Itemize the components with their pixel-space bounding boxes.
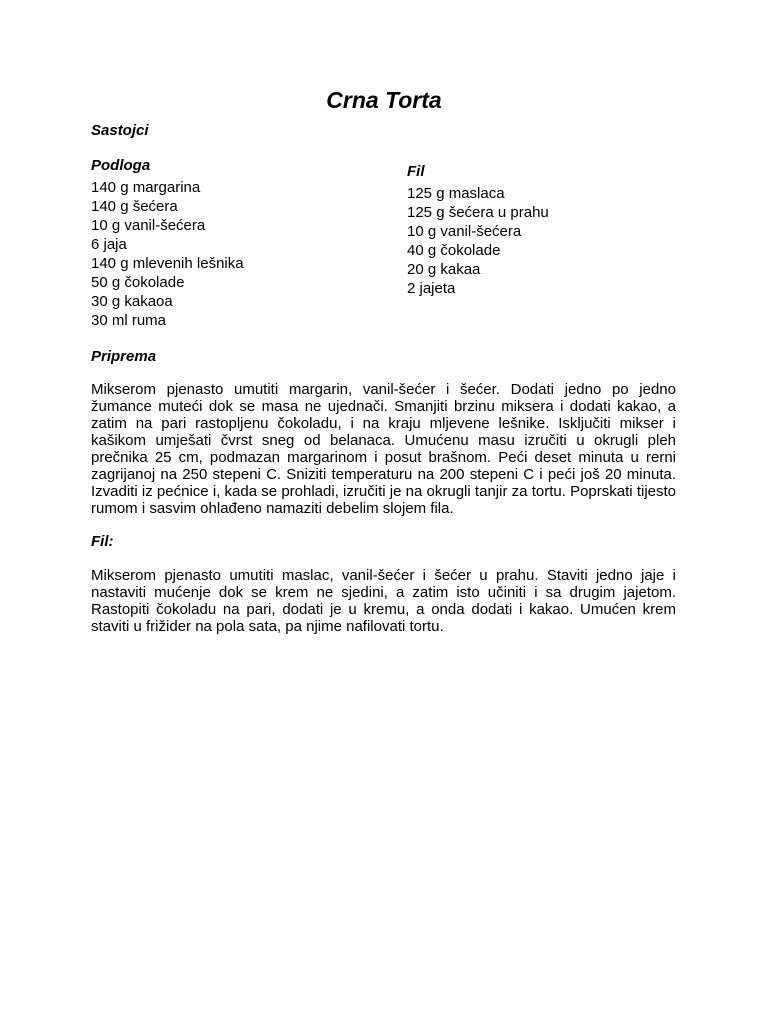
- list-item: 40 g čokolade: [407, 242, 501, 259]
- priprema-paragraph: Mikserom pjenasto umutiti margarin, vanil-šećer i šećer. Dodati jedno po jedno žumance muteći dok se masa ne ujednači. Smanjiti brzinu miksera i dodati kakao, a zatim na pari rastopljenu čokoladu, i na kraju mljevene lešnike. Isključiti mikser i kašikom umješati čvrst sneg od belanaca. Umućenu masu izručiti u okrugli pleh prečnika 25 cm, podmazan margarinom i posut brašnom. Peći deset minuta u rerni zagrijanoj na 250 stepeni C. Sniziti temperaturu na 200 stepeni C i peći još 20 minuta. Izvaditi iz pećnice i, kada se prohladi, izručiti je na okrugli tanjir za tortu. Poprskati tijesto rumom i sasvim ohlađeno namaziti debelim slojem fila.: [91, 381, 676, 517]
- list-item: 140 g margarina: [91, 179, 201, 196]
- podloga-heading: Podloga: [91, 157, 151, 174]
- list-item: 125 g maslaca: [407, 185, 505, 202]
- list-item: 30 g kakaoa: [91, 293, 173, 310]
- fil-ingredient-list: [407, 184, 549, 298]
- fil-preparation-paragraph: Mikserom pjenasto umutiti maslac, vanil-šećer i šećer u prahu. Staviti jedno jaje i nastaviti mućenje dok se krem ne sjedini, a zatim isto učiniti i sa drugim jajetom. Rastopiti čokoladu na pari, dodati je u kremu, a onda dodati i kakao. Umućen krem staviti u frižider na pola sata, pa njime nafilovati tortu.: [91, 567, 676, 635]
- list-item: 125 g šećera u prahu: [407, 204, 549, 221]
- list-item: 10 g vanil-šećera: [91, 217, 206, 234]
- list-item: 50 g čokolade: [91, 274, 185, 291]
- list-item: 6 jaja: [91, 236, 127, 253]
- priprema-heading: Priprema: [91, 348, 157, 365]
- list-item: 140 g mlevenih lešnika: [91, 255, 244, 272]
- podloga-ingredient-list: [91, 178, 244, 330]
- list-item: 2 jajeta: [407, 280, 456, 297]
- fil-heading: Fil: [407, 163, 425, 180]
- recipe-title: Crna Torta: [326, 87, 442, 113]
- fil-preparation-heading: Fil:: [91, 533, 114, 550]
- list-item: 10 g vanil-šećera: [407, 223, 522, 240]
- list-item: 140 g šećera: [91, 198, 178, 215]
- list-item: 20 g kakaa: [407, 261, 481, 278]
- ingredients-heading: Sastojci: [91, 122, 149, 139]
- list-item: 30 ml ruma: [91, 312, 167, 329]
